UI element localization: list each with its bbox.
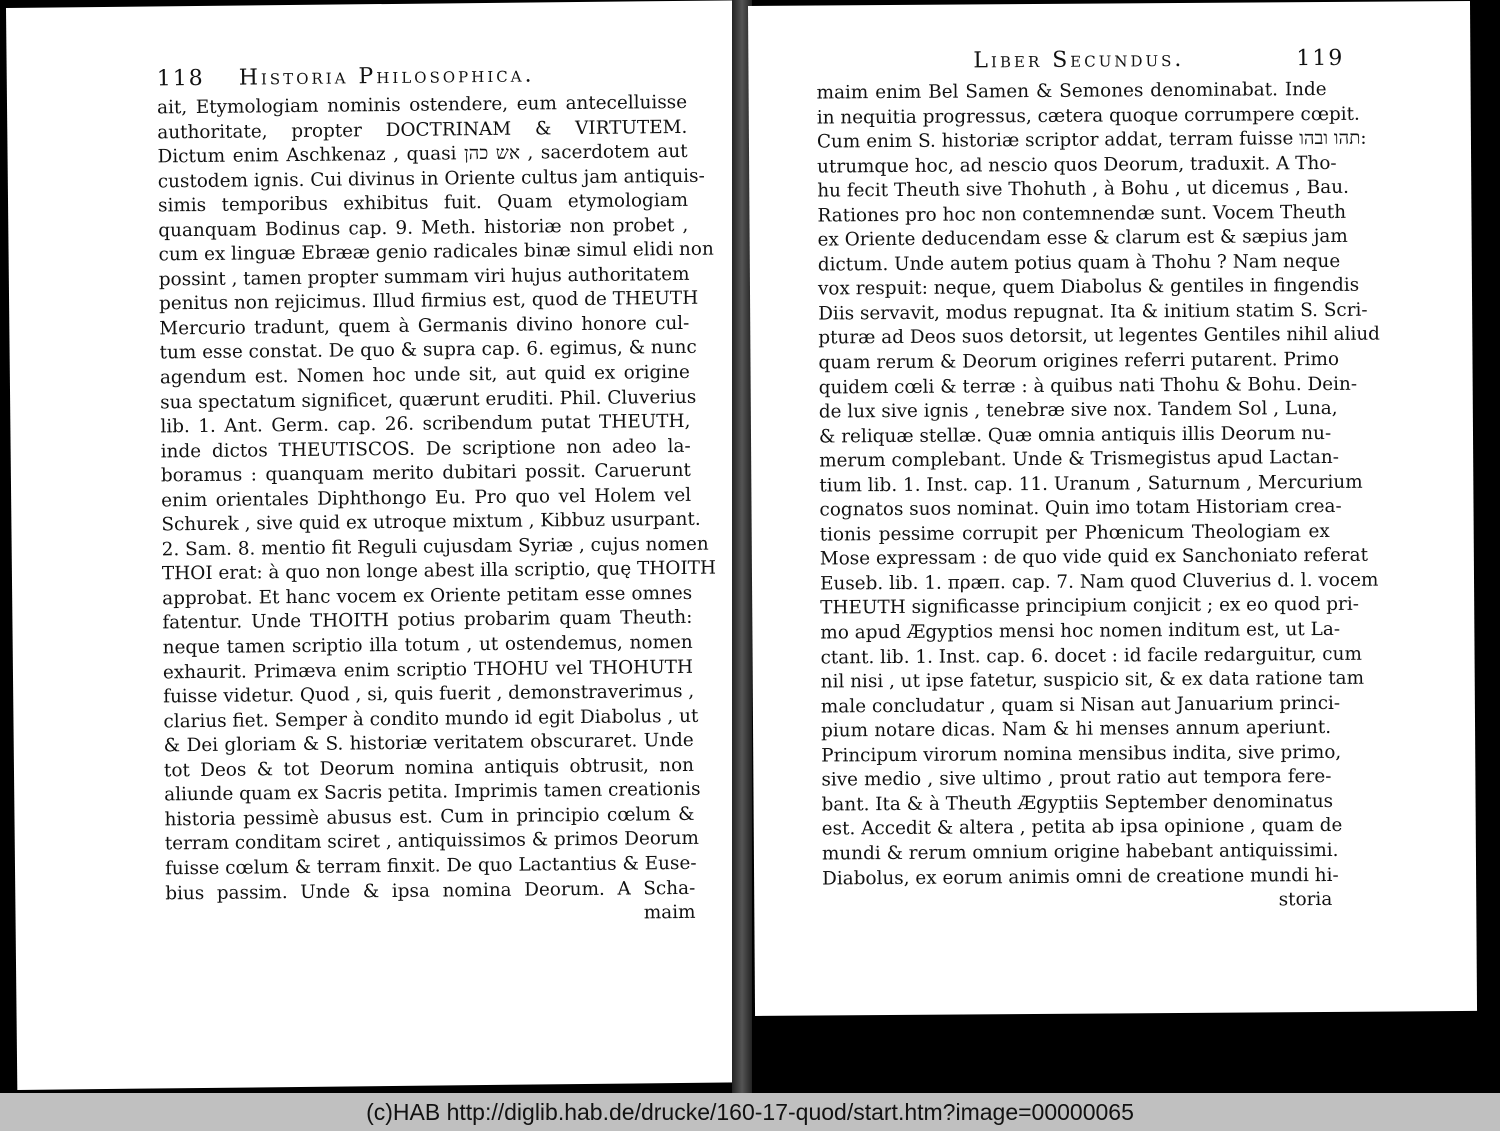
text-line: Principum virorum nomina mensibus indita, sive primo,	[821, 741, 1342, 767]
text-line: fatentur. Unde THOITH potius probarim quam Theuth:	[162, 607, 693, 634]
text-line: Dictum enim Aschkenaz , quasi אש כהן , sacerdotem aut	[157, 140, 688, 168]
text-line: & reliquæ stellæ. Quæ omnia antiquis illis Deorum nu-	[818, 422, 1332, 448]
text-line: & Dei gloriam & S. historiæ veritatem obscuraret. Unde	[163, 730, 694, 757]
text-line: merum complebant. Unde & Trismegistus apud Lactan-	[819, 447, 1339, 472]
text-line: neque tamen scriptio illa totum , ut ostendemus, nomen	[162, 631, 693, 659]
text-line: cognatos suos nominat. Quin imo totam Historiam crea-	[819, 496, 1342, 521]
text-line: Schurek , sive quid ex utroque mixtum , Kibbuz usurpant.	[161, 509, 701, 536]
text-line: THEUTH significasse principium conjicit ; ex eo quod pri-	[820, 594, 1359, 619]
text-line: bius passim. Unde & ipsa nomina Deorum. A Scha-	[165, 877, 696, 904]
text-line: sive medio , sive ultimo , prout ratio aut tempora fere-	[821, 766, 1332, 791]
text-line: tot Deos & tot Deorum nomina antiquis obtrusit, non	[163, 754, 695, 782]
text-line: pium notare dicas. Nam & hi menses annum aperiunt.	[820, 717, 1332, 742]
text-line: vox respuit: neque, quem Diabolus & gentiles in fingendis	[817, 275, 1360, 300]
text-line: ait, Etymologiam nominis ostendere, eum antecelluisse	[156, 91, 688, 119]
left-page-body	[156, 91, 717, 931]
text-line: Mose expressam : de quo vide quid ex Sanchoniato referat	[819, 545, 1369, 570]
text-line: THOI erat: à quo non longe abest illa scriptio, quę THOITH	[161, 557, 717, 585]
text-line: bant. Ita & à Theuth Ægyptiis September denominatus	[821, 790, 1334, 816]
text-line: ctant. lib. 1. Inst. cap. 6. docet : id facile redarguitur, cum	[820, 643, 1362, 669]
text-line: custodem ignis. Cui divinus in Oriente cultus jam antiquis-	[157, 165, 705, 193]
text-line: quanquam Bodinus cap. 9. Meth. historiæ non probet ,	[158, 214, 689, 242]
text-line: pturæ ad Deos suos detorsit, ut legentes Gentiles nihil aliud	[818, 324, 1381, 349]
text-line: approbat. Et hanc vocem ex Oriente petitam esse omnes	[162, 582, 693, 610]
text-line: de lux sive ignis , tenebræ sive nox. Tandem Sol , Luna,	[818, 398, 1338, 423]
copyright-footer: (c)HAB http://diglib.hab.de/drucke/160-17-quod/start.htm?image=00000065	[0, 1093, 1500, 1131]
text-line: Rationes pro hoc non contemnendæ sunt. Vocem Theuth	[817, 201, 1347, 227]
right-page	[748, 1, 1477, 1016]
text-line: quidem cœli & terræ : à quibus nati Thohu & Bohu. Dein-	[818, 373, 1358, 399]
text-line: hu fecit Theuth sive Thohuth , à Bohu , ut dicemus , Bau.	[817, 176, 1349, 202]
text-line: male concludatur , quam si Nisan aut Januarium princi-	[820, 692, 1341, 718]
text-line: mo apud Ægyptios mensi hoc nomen inditum est, ut La-	[820, 618, 1341, 644]
text-line: Diabolus, ex eorum animis omni de creatione mundi hi-	[822, 864, 1339, 890]
text-line: 2. Sam. 8. mentio fit Reguli cujusdam Syriæ , cujus nomen	[161, 533, 709, 561]
text-line: fuisse videtur. Quod , si, quis fuerit , demonstraverimus ,	[163, 680, 695, 708]
text-line: Mercurio tradunt, quem à Germanis divino honore cul-	[159, 312, 690, 340]
text-line: maim enim Bel Samen & Semones denominabat. Inde	[816, 78, 1327, 104]
text-line: mundi & rerum omnium origine habebant antiquissimi.	[821, 839, 1339, 865]
text-line: fuisse cœlum & terram finxit. De quo Lactantius & Euse-	[164, 852, 697, 880]
text-line: clarius fiet. Semper à condito mundo id egit Diabolus , ut	[163, 705, 699, 733]
text-line: Diis servavit, modus repugnat. Ita & initium statim S. Scri-	[818, 299, 1368, 325]
running-title: Historia Philosophica.	[238, 62, 535, 91]
text-line: penitus non rejicimus. Illud firmius est, quod de THEUTH	[159, 288, 699, 315]
text-line: exhaurit. Primæva enim scriptio THOHU vel THOHUTH	[162, 656, 694, 683]
text-line: tium lib. 1. Inst. cap. 11. Uranum , Saturnum , Mercurium	[819, 471, 1363, 497]
page-number: 119	[1296, 45, 1345, 72]
text-line: in nequitia progressus, cætera quoque corrumpere cœpit.	[816, 103, 1360, 129]
text-line: simis temporibus exhibitus fuit. Quam etymologiam	[157, 190, 689, 217]
left-page	[6, 0, 749, 1090]
text-line: authoritate, propter DOCTRINAM & VIRTUTEM.	[157, 116, 688, 143]
text-line: cum ex linguæ Ebrææ genio radicales binæ simul elidi non	[158, 238, 714, 266]
text-line: est. Accedit & altera , petita ab ipsa opinione , quam de	[821, 815, 1343, 840]
page-number: 118	[156, 65, 205, 92]
text-line: lib. 1. Ant. Germ. cap. 26. scribendum putat THEUTH,	[160, 410, 691, 438]
running-title: Liber Secundus.	[973, 46, 1185, 74]
text-line: terram conditam sciret , antiquissimos & primos Deorum	[164, 828, 700, 855]
text-line: quam rerum & Deorum origines referri putarent. Primo	[818, 348, 1340, 374]
text-line: historia pessimè abusus est. Cum in principio cœlum &	[164, 803, 695, 831]
text-line: agendum est. Nomen hoc unde sit, aut quid ex origine	[159, 361, 690, 389]
text-line: tum esse constat. De quo & supra cap. 6. egimus, & nunc	[159, 337, 697, 364]
text-line: inde dictos THEUTISCOS. De scriptione non adeo la-	[160, 435, 691, 463]
text-line: boramus : quanquam merito dubitari possit. Caruerunt	[160, 460, 691, 487]
text-line: ex Oriente deducendam esse & clarum est & sæpius jam	[817, 226, 1348, 251]
text-line: sua spectatum significet, quærunt eruditi. Phil. Cluverius	[160, 386, 697, 413]
text-line: Cum enim S. historiæ scriptor addat, terram fuisse תהו ובהו:	[816, 127, 1367, 153]
text-line: nil nisi , ut ipse fatetur, suspicio sit, & ex data ratione tam	[820, 667, 1365, 693]
text-line: aliunde quam ex Sacris petita. Imprimis tamen creationis	[164, 779, 701, 806]
text-line: enim orientales Diphthongo Eu. Pro quo vel Holem vel	[161, 484, 692, 512]
right-page-header	[748, 45, 1470, 80]
catchword: maim	[643, 901, 696, 924]
text-line: Euseb. lib. 1. πρæπ. cap. 7. Nam quod Cluverius d. l. vocem	[819, 569, 1379, 595]
text-line: dictum. Unde autem potius quam à Thohu ? Nam neque	[817, 250, 1341, 276]
text-line: tionis pessime corrupit per Phœnicum Theologiam ex	[819, 520, 1330, 546]
text-line: possint , tamen propter summam viri hujus authoritatem	[158, 263, 690, 291]
catchword: storia	[1278, 888, 1333, 911]
right-page-body	[816, 78, 1381, 916]
text-line: utrumque hoc, ad nescio quos Deorum, traduxit. A Tho-	[817, 152, 1337, 178]
